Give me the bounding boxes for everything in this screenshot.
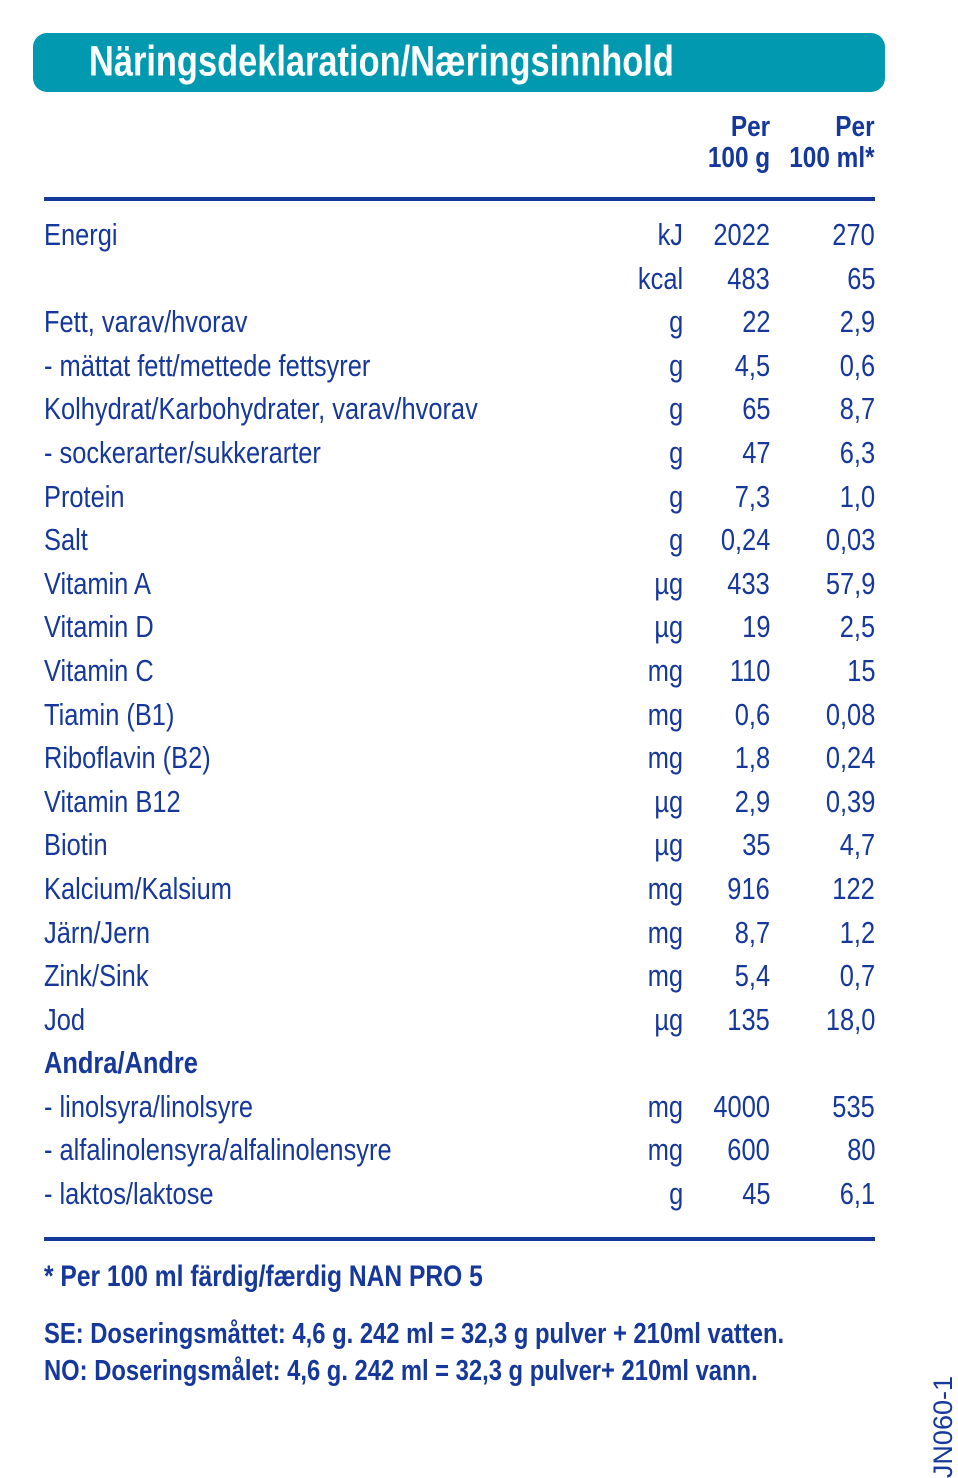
nutrient-per-100g <box>736 387 770 431</box>
nutrient-name <box>44 213 134 257</box>
product-code-vertical: JN060-1 <box>928 1376 958 1478</box>
nutrient-name <box>44 562 174 606</box>
table-row <box>0 213 916 257</box>
table-row <box>0 823 916 867</box>
nutrient-unit <box>648 562 683 606</box>
nutrient-name <box>44 1085 299 1129</box>
nutrient-unit-text: µg <box>654 565 683 601</box>
nutrient-name <box>44 780 211 824</box>
nutrient-per-100ml <box>832 475 875 519</box>
nutrient-per-100g-text: 0,6 <box>734 696 770 732</box>
nutrient-unit-text: g <box>668 478 683 514</box>
nutrient-per-100ml <box>841 257 875 301</box>
column-header-per-100g-line2: 100 g <box>707 142 770 174</box>
table-row <box>0 998 916 1042</box>
nutrient-name <box>44 431 382 475</box>
nutrient-per-100ml-text: 0,08 <box>825 696 875 732</box>
table-row <box>0 954 916 998</box>
nutrient-name-text: Fett, varav/hvorav <box>44 304 248 340</box>
column-headers <box>0 112 916 184</box>
nutrient-name-text: - linolsyra/linolsyre <box>44 1088 254 1124</box>
table-row <box>0 1041 916 1085</box>
nutrient-per-100g <box>718 562 770 606</box>
nutrient-per-100ml-text: 15 <box>846 652 875 688</box>
nutrient-per-100ml <box>832 911 875 955</box>
nutrient-per-100ml <box>815 780 875 824</box>
nutrient-per-100ml <box>823 867 875 911</box>
table-bottom-rule <box>44 1237 875 1241</box>
nutrient-unit-text: g <box>668 304 683 340</box>
table-row <box>0 693 916 737</box>
nutrient-per-100g-text: 600 <box>727 1132 770 1168</box>
nutrient-unit <box>648 823 683 867</box>
nutrient-per-100ml-text: 535 <box>832 1088 875 1124</box>
nutrient-per-100g-text: 47 <box>741 434 770 470</box>
nutrient-unit-text: µg <box>654 1001 683 1037</box>
nutrient-per-100g-text: 7,3 <box>734 478 770 514</box>
nutrient-per-100g-text: 4000 <box>713 1088 770 1124</box>
column-header-per-100ml-line2: 100 ml* <box>789 142 875 174</box>
nutrient-per-100g <box>736 605 770 649</box>
nutrient-name-text: Salt <box>44 522 88 558</box>
nutrient-unit <box>640 649 683 693</box>
nutrient-per-100ml-text: 6,3 <box>839 434 875 470</box>
nutrient-unit-text: g <box>668 434 683 470</box>
table-row <box>0 911 916 955</box>
nutrient-per-100g-text: 8,7 <box>734 914 770 950</box>
nutrient-name <box>44 693 203 737</box>
nutrient-unit <box>666 518 683 562</box>
dosing-line-se <box>44 1316 947 1353</box>
nutrient-per-100g <box>718 257 770 301</box>
nutrient-name-text: Vitamin A <box>44 565 151 601</box>
nutrient-per-100g-text: 4,5 <box>734 347 770 383</box>
nutrient-per-100ml <box>815 998 875 1042</box>
nutrient-unit <box>648 998 683 1042</box>
nutrient-name-text: Riboflavin (B2) <box>44 740 211 776</box>
nutrient-per-100ml-text: 6,1 <box>839 1176 875 1212</box>
nutrient-per-100g <box>727 475 770 519</box>
nutrient-per-100g <box>710 518 770 562</box>
nutrient-per-100ml-text: 1,2 <box>839 914 875 950</box>
nutrient-name <box>44 518 97 562</box>
nutrient-unit <box>640 1085 683 1129</box>
nutrient-unit-text: kJ <box>657 217 683 252</box>
nutrient-name-text: Kalcium/Kalsium <box>44 870 232 906</box>
nutrient-per-100ml-text: 18,0 <box>825 1001 875 1037</box>
nutrient-per-100ml-text: 2,9 <box>839 304 875 340</box>
column-header-per-100g <box>696 112 770 174</box>
nutrient-unit-text: mg <box>647 740 683 776</box>
nutrient-per-100g <box>721 649 770 693</box>
nutrient-unit <box>666 475 683 519</box>
nutrient-per-100g <box>727 344 770 388</box>
nutrient-unit <box>628 257 683 301</box>
nutrient-name-text: Biotin <box>44 827 108 863</box>
nutrient-per-100g <box>727 736 770 780</box>
nutrient-per-100g <box>718 1128 770 1172</box>
nutrient-per-100ml <box>832 344 875 388</box>
nutrient-name <box>44 1041 232 1085</box>
nutrient-name-text: Tiamin (B1) <box>44 696 175 732</box>
nutrient-per-100ml <box>815 518 875 562</box>
nutrient-name-text: Jod <box>44 1001 85 1037</box>
nutrient-name-text: Kolhydrat/Karbohydrater, varav/hvorav <box>44 391 478 427</box>
nutrient-unit-text: mg <box>647 914 683 950</box>
footnote-text: * Per 100 ml färdig/færdig NAN PRO 5 <box>44 1260 483 1293</box>
nutrient-per-100g-text: 483 <box>727 260 770 296</box>
nutrient-name <box>44 998 94 1042</box>
nutrient-name-text: Vitamin C <box>44 652 154 688</box>
nutrient-unit <box>652 213 683 257</box>
table-row <box>0 475 916 519</box>
nutrient-per-100ml <box>815 693 875 737</box>
nutrient-per-100ml <box>832 1172 875 1216</box>
nutrient-per-100g <box>727 693 770 737</box>
nutrient-name <box>44 387 573 431</box>
nutrient-name <box>44 954 171 998</box>
nutrient-name <box>44 300 292 344</box>
nutrient-name <box>44 649 178 693</box>
table-row <box>0 1172 916 1216</box>
nutrition-table <box>0 213 916 1216</box>
nutrient-per-100ml-text: 8,7 <box>839 391 875 427</box>
nutrient-unit-text: g <box>668 391 683 427</box>
nutrient-per-100ml-text: 65 <box>846 260 875 296</box>
table-row <box>0 257 916 301</box>
nutrient-per-100ml-text: 57,9 <box>825 565 875 601</box>
nutrient-unit <box>666 387 683 431</box>
nutrient-name <box>44 475 142 519</box>
nutrient-per-100ml-text: 0,6 <box>839 347 875 383</box>
table-row <box>0 867 916 911</box>
nutrient-name <box>44 1128 468 1172</box>
nutrient-unit-text: g <box>668 1176 683 1212</box>
table-top-rule <box>44 197 875 201</box>
nutrient-unit-text: g <box>668 522 683 558</box>
nutrient-unit <box>666 431 683 475</box>
dosing-instructions <box>44 1316 947 1390</box>
nutrient-per-100ml-text: 80 <box>846 1132 875 1168</box>
nutrient-per-100ml <box>815 736 875 780</box>
table-row <box>0 1128 916 1172</box>
nutrient-name-text: - laktos/laktose <box>44 1176 214 1212</box>
table-row <box>0 518 916 562</box>
nutrient-per-100g <box>727 911 770 955</box>
nutrient-per-100ml-text: 122 <box>832 870 875 906</box>
nutrient-unit <box>666 300 683 344</box>
nutrient-per-100g-text: 916 <box>727 870 770 906</box>
nutrient-unit-text: mg <box>647 958 683 994</box>
nutrient-per-100ml <box>832 954 875 998</box>
nutrient-per-100g <box>736 823 770 867</box>
nutrient-unit-text: mg <box>647 652 683 688</box>
nutrient-name-text: Zink/Sink <box>44 958 149 994</box>
nutrient-per-100ml-text: 2,5 <box>839 609 875 645</box>
nutrient-per-100g-text: 2022 <box>713 217 770 252</box>
nutrient-per-100ml <box>832 387 875 431</box>
dosing-se-text: SE: Doseringsmåttet: 4,6 g. 242 ml = 32,3 g pulver + 210ml vatten. <box>44 1318 785 1350</box>
nutrient-per-100g <box>736 300 770 344</box>
nutrient-unit <box>640 693 683 737</box>
nutrient-unit-text: mg <box>647 1132 683 1168</box>
nutrition-header-banner <box>33 33 885 92</box>
nutrient-unit <box>666 1172 683 1216</box>
nutrient-name <box>44 823 122 867</box>
nutrient-per-100g-text: 19 <box>741 609 770 645</box>
nutrient-unit <box>640 1128 683 1172</box>
nutrient-per-100g-text: 45 <box>741 1176 770 1212</box>
nutrient-unit-text: mg <box>647 1088 683 1124</box>
nutrient-per-100ml-text: 4,7 <box>839 827 875 863</box>
nutrient-per-100g-text: 5,4 <box>734 958 770 994</box>
nutrient-per-100g <box>718 867 770 911</box>
table-row <box>0 387 916 431</box>
nutrient-per-100g <box>736 1172 770 1216</box>
nutrient-unit-text: g <box>668 347 683 383</box>
dosing-no-text: NO: Doseringsmålet: 4,6 g. 242 ml = 32,3 g pulver+ 210ml vann. <box>44 1355 758 1387</box>
nutrient-per-100ml <box>841 1128 875 1172</box>
nutrient-unit-text: mg <box>647 870 683 906</box>
nutrient-name-text: - sockerarter/sukkerarter <box>44 434 321 470</box>
nutrient-per-100ml <box>841 649 875 693</box>
nutrient-name-text: Energi <box>44 217 118 252</box>
nutrient-per-100g <box>718 998 770 1042</box>
table-row <box>0 431 916 475</box>
table-row <box>0 605 916 649</box>
table-row <box>0 780 916 824</box>
nutrient-unit-text: µg <box>654 783 683 819</box>
nutrient-per-100g <box>727 954 770 998</box>
nutrient-per-100ml-text: 1,0 <box>839 478 875 514</box>
nutrient-per-100g-text: 35 <box>741 827 770 863</box>
nutrient-name-text: - mättat fett/mettede fettsyrer <box>44 347 371 383</box>
nutrient-per-100g-text: 22 <box>741 304 770 340</box>
column-header-per-100g-line1: Per <box>730 111 770 143</box>
nutrient-per-100ml <box>832 300 875 344</box>
table-row <box>0 1085 916 1129</box>
nutrient-unit <box>640 867 683 911</box>
nutrient-per-100ml <box>832 605 875 649</box>
nutrient-unit <box>648 780 683 824</box>
nutrient-per-100ml-text: 0,24 <box>825 740 875 776</box>
nutrient-per-100g <box>701 213 770 257</box>
nutrient-per-100ml <box>832 431 875 475</box>
nutrient-name <box>44 1172 251 1216</box>
table-row <box>0 344 916 388</box>
table-row <box>0 649 916 693</box>
nutrient-name <box>44 344 442 388</box>
nutrient-per-100ml-text: 0,7 <box>839 958 875 994</box>
nutrient-name-text: Vitamin B12 <box>44 783 181 819</box>
nutrient-unit-text: µg <box>654 609 683 645</box>
nutrient-name <box>44 736 247 780</box>
nutrient-per-100ml <box>823 213 875 257</box>
nutrient-per-100g-text: 110 <box>729 652 770 688</box>
nutrient-per-100g-text: 433 <box>727 565 770 601</box>
nutrient-name-text: Järn/Jern <box>44 914 150 950</box>
nutrient-name-text: Protein <box>44 478 125 514</box>
nutrient-name <box>44 605 178 649</box>
nutrient-unit <box>648 605 683 649</box>
nutrient-unit <box>640 911 683 955</box>
nutrient-per-100g-text: 0,24 <box>720 522 770 558</box>
nutrient-per-100g-text: 135 <box>727 1001 770 1037</box>
nutrient-per-100ml-text: 0,03 <box>825 522 875 558</box>
nutrient-name <box>44 867 273 911</box>
nutrient-per-100ml-text: 270 <box>832 217 875 252</box>
nutrient-name <box>44 911 173 955</box>
nutrient-name-text: - alfalinolensyra/alfalinolensyre <box>44 1132 392 1168</box>
nutrient-unit <box>640 736 683 780</box>
nutrient-per-100ml <box>823 1085 875 1129</box>
nutrient-per-100g <box>736 431 770 475</box>
nutrient-per-100g <box>701 1085 770 1129</box>
dosing-line-no <box>44 1353 947 1390</box>
footnote <box>44 1258 579 1296</box>
table-row <box>0 300 916 344</box>
column-header-per-100ml <box>773 112 875 174</box>
nutrient-per-100g-text: 65 <box>741 391 770 427</box>
column-header-per-100ml-line1: Per <box>835 111 875 143</box>
nutrient-per-100ml-text: 0,39 <box>825 783 875 819</box>
nutrient-unit <box>666 344 683 388</box>
nutrient-name-text: Vitamin D <box>44 609 154 645</box>
table-row <box>0 736 916 780</box>
nutrient-unit <box>640 954 683 998</box>
nutrient-per-100ml <box>832 823 875 867</box>
nutrient-per-100ml <box>815 562 875 606</box>
nutrient-per-100g <box>727 780 770 824</box>
page-title: Näringsdeklaration/Næringsinnhold <box>89 37 674 86</box>
nutrient-unit-text: µg <box>654 827 683 863</box>
nutrient-name-text: Andra/Andre <box>44 1045 198 1081</box>
nutrient-unit-text: kcal <box>637 260 683 296</box>
nutrient-unit-text: mg <box>647 696 683 732</box>
nutrient-per-100g-text: 2,9 <box>734 783 770 819</box>
nutrient-per-100g-text: 1,8 <box>734 740 770 776</box>
table-row <box>0 562 916 606</box>
